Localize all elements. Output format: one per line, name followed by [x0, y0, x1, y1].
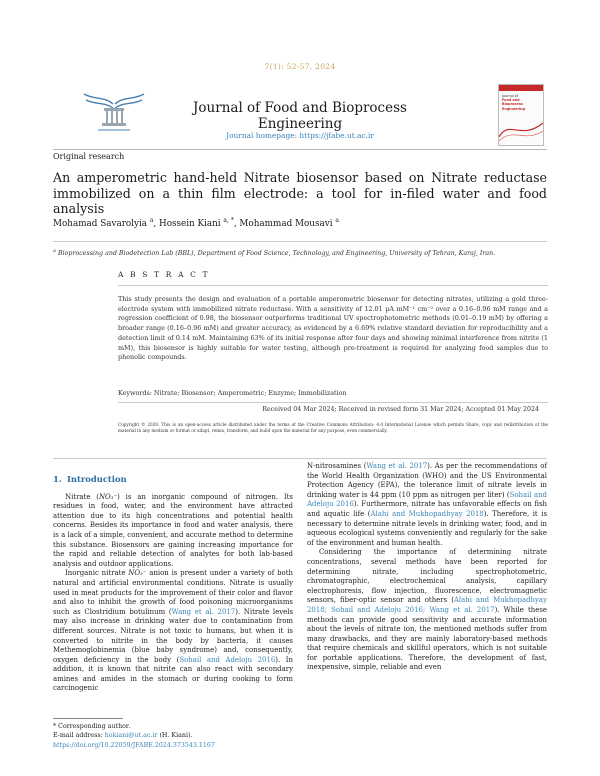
section-number: 1.	[53, 474, 62, 484]
author-name: Hossein Kiani	[159, 218, 221, 229]
keywords: Keywords: Nitrate; Biosensor; Amperometric; Enzyme; Immobilization	[118, 389, 347, 397]
email-link[interactable]: hokiani@ut.ac.ir	[104, 732, 158, 740]
affiliation-divider	[53, 241, 547, 242]
text-run: ). As per the recommendations of the World Health Organization (WHO) and the US Environmental Protection Agency (EPA), the tolerance limit of nitrate levels in drinking water is 44 ppm (10 ppm as nitrogen per liter) (	[307, 462, 548, 499]
homepage-link[interactable]: https://jfabe.ut.ac.ir	[299, 131, 374, 140]
text-run: ). While these methods can provide good sensitivity and accurate information about the levels of nitrate ion, the mentioned methods suffer from many drawbacks, and they are mainly laboratory-based methods that require chemicals and skillful operators, which is not suitable for portable applications. Therefore, the development of fast, inexpensive, simple, reliable and even	[307, 605, 547, 672]
cover-title-line1: Journal of	[502, 94, 519, 98]
keywords-divider	[118, 402, 548, 403]
citation-link[interactable]: Wang et al. 2017	[171, 607, 236, 616]
text-run: Nitrate (	[65, 492, 99, 501]
header-divider	[53, 149, 547, 150]
formula: NO₃⁻	[98, 492, 118, 501]
paragraph	[307, 462, 547, 548]
copyright-notice: Copyright © 2020. This is an open-access article distributed under the terms of the Creative Commons Attribution- 4.0 International License which permits Share, copy and redistribution of the material in any medium or format or adapt, remix, transform, and build upon the material for any purpose, even commercially.	[118, 422, 548, 434]
section-title: Introduction	[67, 474, 127, 484]
text-run: anion is present under a variety of both natural and artificial environmental conditions. Nitrate is usually used in meat products for the improvement of their color and flavor and also to inhibit the growth of food poisoning microorganisms such as Clostridium botulinum (	[53, 569, 293, 616]
footnote	[53, 722, 215, 750]
citation-link[interactable]: Alahi and Mukhopadhyay 2018; Sohail and Adeloju 2016; Wang et al. 2017	[307, 596, 547, 614]
column-left	[53, 475, 293, 694]
text-run: ). Nitrate levels may also increase in drinking water due to contamination from different sources. Nitrate is not toxic to humans, but when it is converted to nitrite in the body by bacteria, it causes Methemoglobinemia (blue baby syndrome) and, consequently, oxygen deficiency in the body (	[53, 607, 294, 664]
citation-link[interactable]: Wang et al. 2017	[366, 462, 428, 470]
citation-link[interactable]: Sohail and Adeloju 2016	[307, 490, 547, 509]
abstract-text: This study presents the design and evaluation of a portable amperometric biosensor for detecting nitrates, utilizing a gold three-electrode system with immobilized nitrate reductase. With a sensitivity of 12.01 µA mM⁻¹ cm⁻² over a 0.16–0.96 mM range and a regression coefficient of 0.98, the biosensor outperforms traditional UV spectrophotometric methods (0.01–0.19 mM) by offering a broader range (0.16–0.96 mM) and greater accuracy, as evidenced by a 6.69% relative standard deviation for reproducibility and a detection limit of 0.14 mM. Maintaining 63% of its initial response after four days and showing minimal interference from nitrite (1 mM), this biosensor is highly suitable for water testing, although pre-treatment is required for analyzing food samples due to phenolic compounds.	[118, 295, 548, 362]
section-heading-introduction	[53, 475, 293, 485]
text-run: Inorganic nitrate	[65, 569, 129, 578]
email-line	[53, 731, 215, 740]
author-name: Mohamad Savarolyia	[53, 218, 148, 229]
text-run: Considering the importance of determining nitrate concentrations, several methods have been reported for determining nitrate, including spectrophotometric, chromatographic, electrochemical analysis, capillary electrophoresis, flow injection, fluorescence, electromagnetic sensors, fiber-optic sensor and others (	[307, 548, 547, 605]
text-run: ). In addition, it is known that nitrite can also react with secondary amines and amides in the stomach or during cooking to form carcinogenic	[53, 655, 293, 693]
journal-homepage	[150, 131, 450, 140]
cover-title	[499, 91, 543, 111]
affiliation-mark: a	[53, 248, 56, 254]
text-run: ). Therefore, it is necessary to determine nitrate levels in drinking water, food, and in aqueous ecological systems conveniently and regularly for the sake of the environment and human health.	[307, 509, 548, 547]
volume-info: 7(1): 52-57, 2024	[264, 62, 336, 71]
author-mark: a	[149, 217, 154, 224]
paper-title: An amperometric hand-held Nitrate biosensor based on Nitrate reductase immobilized on a thin film electrode: a tool for in-filed water and food analysis	[53, 170, 547, 216]
received-dates: Received 04 Mar 2024; Received in revised form 31 Mar 2024; Accepted 01 May 2024	[262, 406, 539, 413]
abstract-divider	[118, 285, 548, 286]
footnote-divider	[53, 718, 123, 719]
author-mark: a, *	[223, 217, 234, 224]
citation-link[interactable]: Alahi and Mukhopadhyay 2018	[370, 509, 484, 518]
journal-cover-thumbnail	[498, 84, 544, 146]
text-run: N-nitrosamines (	[307, 462, 367, 470]
paragraph	[307, 548, 547, 673]
affiliation	[53, 248, 495, 257]
column-right	[307, 462, 547, 673]
author-mark: a	[335, 217, 339, 224]
article-type: Original research	[53, 152, 125, 161]
author-name: Mohammad Mousavi	[239, 218, 333, 229]
corresponding-author: * Corresponding author.	[53, 723, 131, 730]
cover-title-line3: Engineering	[502, 106, 526, 111]
formula: NO₃⁻	[128, 569, 147, 578]
paragraph	[53, 493, 293, 570]
cover-title-line2: Food and Bioprocess	[502, 98, 523, 107]
paragraph	[53, 569, 293, 694]
abstract-heading: A B S T R A C T	[118, 270, 210, 279]
homepage-label: Journal homepage:	[226, 131, 298, 140]
text-run: ) is an inorganic compound of nitrogen. Its residues in food, water, and the environment have attracted attention due to its high concentrations and potential health concerns. Besides its importance in food and water analysis, there is a lack of a simple, convenient, and accurate method to determine this substance. Biosensors are gaining increasing importance for the rapid and reliable detection of analytes for both lab-based analysis and outdoor applications.	[53, 492, 293, 568]
journal-title: Journal of Food and Bioprocess Engineering	[193, 100, 407, 132]
body-divider	[53, 458, 547, 459]
text-run: ). Furthermore, nitrate has unfavorable effects on fish and aquatic life (	[307, 500, 548, 518]
email-label: E-mail address:	[53, 732, 103, 740]
doi-link[interactable]: https://doi.org/10.22059/JFABE.2024.373543.1167	[53, 741, 215, 749]
affiliation-text: Bioprocessing and Biodetection Lab (BBL), Department of Food Science, Technology, and Engineering, University of Tehran, Karaj, Iran.	[58, 250, 496, 258]
email-suffix: (H. Kiani).	[159, 732, 193, 740]
author-list: Mohamad Savarolyia $^a$, Hossein Kiani $^{a, *}$, Mohammad Mousavi $^a$	[53, 217, 339, 229]
cover-graphic	[499, 113, 543, 143]
citation-link[interactable]: Sohail and Adeloju 2016	[179, 655, 276, 664]
university-logo	[78, 86, 150, 138]
